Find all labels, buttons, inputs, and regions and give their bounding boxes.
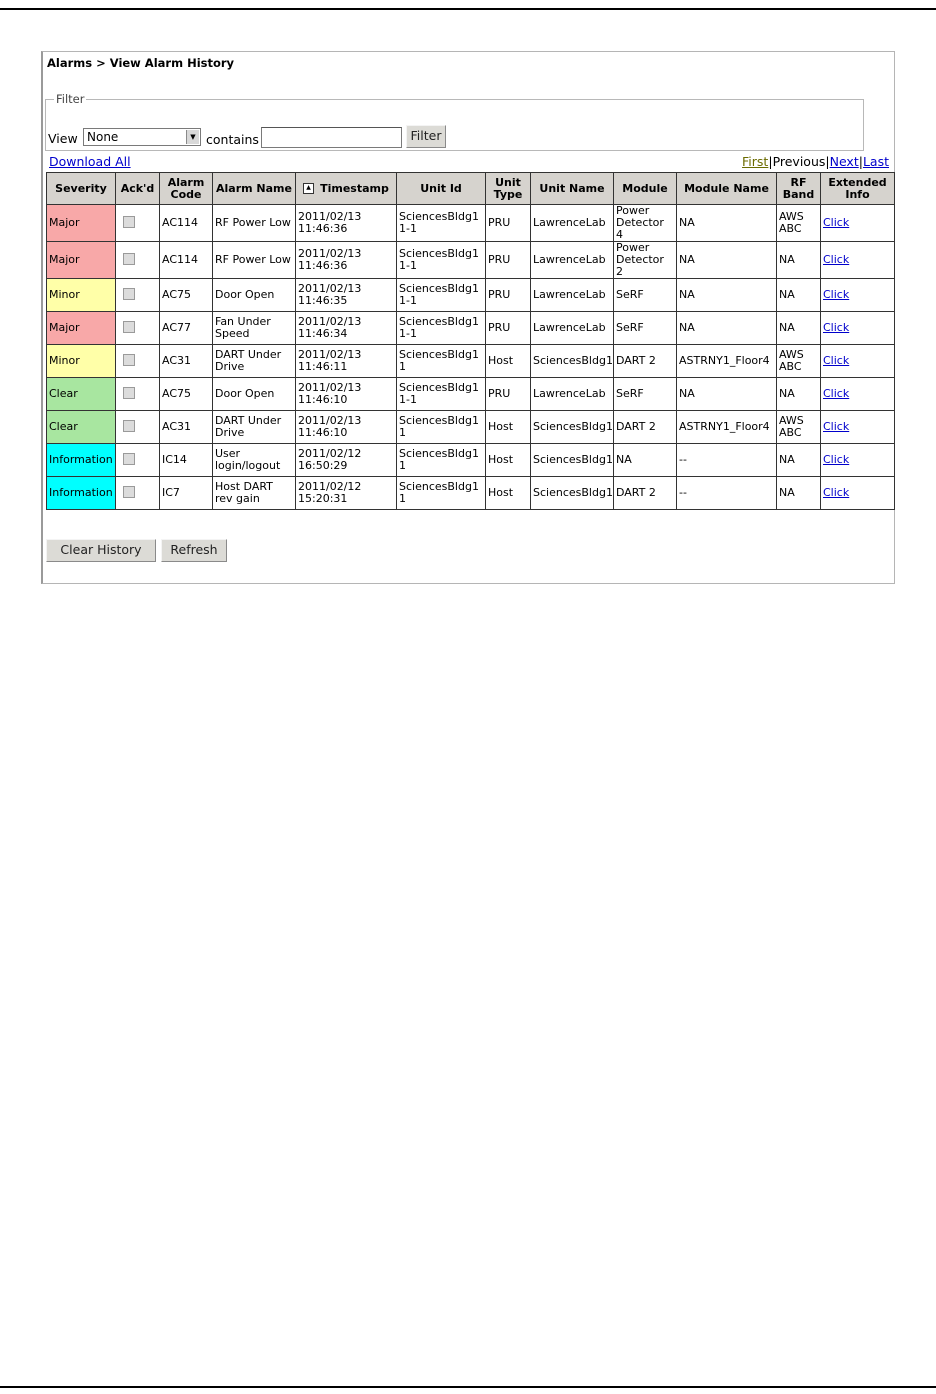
alarm-name-cell: User login/logout <box>213 444 296 477</box>
col-header-alarm-name[interactable]: Alarm Name <box>213 173 296 205</box>
module-cell: Power Detector 2 <box>614 242 677 279</box>
severity-cell: Major <box>47 312 116 345</box>
table-row <box>47 279 895 312</box>
module-name-cell: NA <box>677 378 777 411</box>
unit-name-cell: LawrenceLab <box>531 242 614 279</box>
alarm-code-cell: AC77 <box>160 312 213 345</box>
timestamp-cell: 2011/02/13 11:46:36 <box>296 242 397 279</box>
col-header-module[interactable]: Module <box>614 173 677 205</box>
severity-cell: Major <box>47 205 116 242</box>
module-name-cell: NA <box>677 312 777 345</box>
alarm-name-cell: Host DART rev gain <box>213 477 296 510</box>
pager-last-link[interactable]: Last <box>862 154 889 169</box>
view-select[interactable] <box>83 128 201 146</box>
alarm-code-cell: IC14 <box>160 444 213 477</box>
ack-cell <box>116 411 160 444</box>
module-cell: DART 2 <box>614 477 677 510</box>
unit-type-cell: PRU <box>486 242 531 279</box>
extended-info-cell <box>821 378 895 411</box>
col-header-unit-type[interactable]: Unit Type <box>486 173 531 205</box>
timestamp-cell: 2011/02/13 11:46:36 <box>296 205 397 242</box>
unit-id-cell: SciencesBldg1 1 <box>397 444 486 477</box>
col-header-unit-name[interactable]: Unit Name <box>531 173 614 205</box>
alarm-code-cell: AC75 <box>160 279 213 312</box>
extended-info-link[interactable]: Click <box>823 486 850 499</box>
unit-name-cell: LawrenceLab <box>531 378 614 411</box>
col-header-alarm-code[interactable]: Alarm Code <box>160 173 213 205</box>
col-header-module-name[interactable]: Module Name <box>677 173 777 205</box>
ack-cell <box>116 378 160 411</box>
module-name-cell: -- <box>677 444 777 477</box>
unit-id-cell: SciencesBldg1 1 <box>397 345 486 378</box>
pager-first-link[interactable]: First <box>742 154 769 169</box>
table-row <box>47 378 895 411</box>
unit-id-cell: SciencesBldg1 1-1 <box>397 205 486 242</box>
severity-cell: Clear <box>47 411 116 444</box>
col-header-unit-id[interactable]: Unit Id <box>397 173 486 205</box>
unit-name-cell: SciencesBldg1 <box>531 477 614 510</box>
filter-group <box>45 92 864 151</box>
unit-name-cell: SciencesBldg1 <box>531 444 614 477</box>
sort-ascending-icon[interactable]: ▲ <box>303 183 314 194</box>
pager-previous: Previous <box>772 154 826 169</box>
rf-band-cell: NA <box>777 279 821 312</box>
timestamp-cell: 2011/02/12 15:20:31 <box>296 477 397 510</box>
unit-name-cell: LawrenceLab <box>531 312 614 345</box>
unit-type-cell: PRU <box>486 279 531 312</box>
alarm-history-panel <box>41 51 895 584</box>
module-name-cell: -- <box>677 477 777 510</box>
table-row <box>47 411 895 444</box>
ack-cell <box>116 242 160 279</box>
table-row <box>47 477 895 510</box>
ack-checkbox[interactable] <box>123 420 135 432</box>
ack-checkbox[interactable] <box>123 354 135 366</box>
ack-cell <box>116 444 160 477</box>
unit-name-cell: SciencesBldg1 <box>531 411 614 444</box>
table-header-row <box>47 173 895 205</box>
extended-info-cell <box>821 477 895 510</box>
pager <box>742 154 889 169</box>
table-row <box>47 205 895 242</box>
severity-cell: Minor <box>47 345 116 378</box>
module-cell: SeRF <box>614 378 677 411</box>
extended-info-link[interactable]: Click <box>823 288 850 301</box>
module-name-cell: ASTRNY1_Floor4 <box>677 411 777 444</box>
extended-info-link[interactable]: Click <box>823 354 850 367</box>
chevron-down-icon[interactable]: ▼ <box>186 130 199 144</box>
contains-input[interactable] <box>261 127 402 148</box>
footer-rule <box>0 1386 936 1388</box>
ack-cell <box>116 345 160 378</box>
col-header-ackd[interactable]: Ack'd <box>116 173 160 205</box>
module-name-cell: NA <box>677 242 777 279</box>
module-cell: SeRF <box>614 279 677 312</box>
extended-info-cell <box>821 205 895 242</box>
header-rule <box>0 8 936 10</box>
ack-cell <box>116 312 160 345</box>
filter-legend: Filter <box>56 92 85 106</box>
alarm-name-cell: DART Under Drive <box>213 345 296 378</box>
module-cell: DART 2 <box>614 411 677 444</box>
unit-name-cell: SciencesBldg1 <box>531 345 614 378</box>
alarm-code-cell: AC114 <box>160 242 213 279</box>
unit-type-cell: PRU <box>486 312 531 345</box>
alarm-table <box>46 172 895 510</box>
alarm-name-cell: RF Power Low <box>213 242 296 279</box>
ack-cell <box>116 279 160 312</box>
extended-info-cell <box>821 345 895 378</box>
extended-info-cell <box>821 242 895 279</box>
module-cell: DART 2 <box>614 345 677 378</box>
unit-type-cell: PRU <box>486 205 531 242</box>
alarm-name-cell: DART Under Drive <box>213 411 296 444</box>
unit-name-cell: LawrenceLab <box>531 205 614 242</box>
unit-type-cell: Host <box>486 345 531 378</box>
pager-separator: | <box>858 154 863 169</box>
module-name-cell: NA <box>677 279 777 312</box>
unit-type-cell: Host <box>486 411 531 444</box>
ack-cell <box>116 205 160 242</box>
extended-info-link[interactable]: Click <box>823 453 850 466</box>
unit-type-cell: Host <box>486 444 531 477</box>
unit-name-cell: LawrenceLab <box>531 279 614 312</box>
module-cell: NA <box>614 444 677 477</box>
unit-id-cell: SciencesBldg1 1-1 <box>397 242 486 279</box>
download-all-link[interactable]: Download All <box>49 154 131 169</box>
severity-cell: Clear <box>47 378 116 411</box>
table-row <box>47 242 895 279</box>
rf-band-cell: NA <box>777 378 821 411</box>
unit-type-cell: Host <box>486 477 531 510</box>
severity-cell: Minor <box>47 279 116 312</box>
col-header-timestamp-label: Timestamp <box>320 181 389 195</box>
unit-id-cell: SciencesBldg1 1-1 <box>397 279 486 312</box>
table-row <box>47 312 895 345</box>
rf-band-cell: AWS ABC <box>777 345 821 378</box>
pager-separator: | <box>825 154 830 169</box>
extended-info-link[interactable]: Click <box>823 253 850 266</box>
ack-checkbox[interactable] <box>123 321 135 333</box>
col-header-severity[interactable]: Severity <box>47 173 116 205</box>
ack-checkbox[interactable] <box>123 486 135 498</box>
extended-info-link[interactable]: Click <box>823 321 850 334</box>
rf-band-cell: NA <box>777 444 821 477</box>
module-cell: Power Detector 4 <box>614 205 677 242</box>
ack-checkbox[interactable] <box>123 216 135 228</box>
timestamp-cell: 2011/02/13 11:46:10 <box>296 378 397 411</box>
ack-checkbox[interactable] <box>123 453 135 465</box>
alarm-name-cell: RF Power Low <box>213 205 296 242</box>
alarm-code-cell: IC7 <box>160 477 213 510</box>
extended-info-link[interactable]: Click <box>823 387 850 400</box>
timestamp-cell: 2011/02/12 16:50:29 <box>296 444 397 477</box>
refresh-button[interactable]: Refresh <box>161 539 227 562</box>
unit-id-cell: SciencesBldg1 1-1 <box>397 378 486 411</box>
col-header-timestamp[interactable] <box>296 173 397 205</box>
col-header-extended-info[interactable]: Extended Info <box>821 173 895 205</box>
table-row <box>47 444 895 477</box>
rf-band-cell: AWS ABC <box>777 411 821 444</box>
rf-band-cell: NA <box>777 312 821 345</box>
rf-band-cell: NA <box>777 242 821 279</box>
severity-cell: Information <box>47 444 116 477</box>
module-name-cell: ASTRNY1_Floor4 <box>677 345 777 378</box>
extended-info-link[interactable]: Click <box>823 216 850 229</box>
module-name-cell: NA <box>677 205 777 242</box>
extended-info-link[interactable]: Click <box>823 420 850 433</box>
timestamp-cell: 2011/02/13 11:46:34 <box>296 312 397 345</box>
alarm-code-cell: AC75 <box>160 378 213 411</box>
filter-button[interactable]: Filter <box>406 125 446 148</box>
timestamp-cell: 2011/02/13 11:46:11 <box>296 345 397 378</box>
extended-info-cell <box>821 312 895 345</box>
ack-checkbox[interactable] <box>123 288 135 300</box>
extended-info-cell <box>821 411 895 444</box>
ack-checkbox[interactable] <box>123 387 135 399</box>
alarm-code-cell: AC31 <box>160 345 213 378</box>
severity-cell: Major <box>47 242 116 279</box>
pager-separator: | <box>768 154 773 169</box>
module-cell: SeRF <box>614 312 677 345</box>
alarm-name-cell: Door Open <box>213 378 296 411</box>
table-row <box>47 345 895 378</box>
timestamp-cell: 2011/02/13 11:46:35 <box>296 279 397 312</box>
extended-info-cell <box>821 444 895 477</box>
contains-label: contains <box>206 132 259 147</box>
extended-info-cell <box>821 279 895 312</box>
rf-band-cell: AWS ABC <box>777 205 821 242</box>
alarm-name-cell: Door Open <box>213 279 296 312</box>
pager-next-link[interactable]: Next <box>829 154 859 169</box>
unit-type-cell: PRU <box>486 378 531 411</box>
view-select-value: None <box>87 130 119 144</box>
unit-id-cell: SciencesBldg1 1 <box>397 477 486 510</box>
ack-cell <box>116 477 160 510</box>
col-header-rf-band[interactable]: RF Band <box>777 173 821 205</box>
alarm-name-cell: Fan Under Speed <box>213 312 296 345</box>
unit-id-cell: SciencesBldg1 1-1 <box>397 312 486 345</box>
alarm-code-cell: AC114 <box>160 205 213 242</box>
view-label: View <box>48 131 78 146</box>
unit-id-cell: SciencesBldg1 1 <box>397 411 486 444</box>
breadcrumb: Alarms > View Alarm History <box>47 56 235 70</box>
alarm-code-cell: AC31 <box>160 411 213 444</box>
rf-band-cell: NA <box>777 477 821 510</box>
ack-checkbox[interactable] <box>123 253 135 265</box>
clear-history-button[interactable]: Clear History <box>46 539 156 562</box>
severity-cell: Information <box>47 477 116 510</box>
timestamp-cell: 2011/02/13 11:46:10 <box>296 411 397 444</box>
